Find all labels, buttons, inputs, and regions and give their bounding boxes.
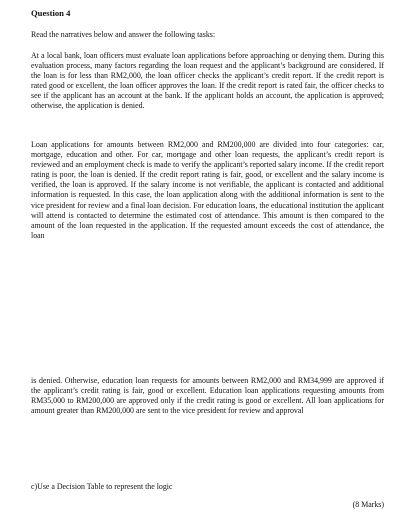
marks-label: (8 Marks) — [352, 500, 384, 509]
question-instructions: Read the narratives below and answer the following tasks: — [31, 30, 216, 39]
question-heading: Question 4 — [31, 8, 71, 18]
narrative-paragraph-2: Loan applications for amounts between RM2,000 and RM200,000 are divided into four categories: car, mortgage, education and other. For car, mortgage and other loan requests, the applicant’s credit report is reviewed and an employment check is made to verify the applicant’s reported salary income. If the credit report rating is poor, the loan is denied. If the credit report rating is fair, good, or excellent and the salary income is verified, the loan is approved. If the salary income is not verifiable, the applicant is contacted and additional information is requested. In this case, the loan application along with the additional information is sent to the vice president for review and a final loan decision. For education loans, the educational institution the applicant will attend is contacted to determine the estimated cost of attendance. This amount is then compared to the amount of the loan requested in the application. If the requested amount exceeds the cost of attendance, the loan — [31, 140, 384, 240]
task-instruction: c)Use a Decision Table to represent the logic — [31, 482, 173, 491]
narrative-paragraph-3: is denied. Otherwise, education loan requests for amounts between RM2,000 and RM34,999 are approved if the applicant’s credit rating is fair, good or excellent. Education loan applications requesting amounts from RM35,000 to RM200,000 are approved only if the credit rating is good or excellent. All loan applications for amount greater than RM200,000 are sent to the vice president for review and approval — [31, 376, 384, 416]
narrative-paragraph-1: At a local bank, loan officers must evaluate loan applications before approaching or denying them. During this evaluation process, many factors regarding the loan request and the applicant’s background are considered. If the loan is for less than RM2,000, the loan officer checks the applicant’s credit report. If the credit report is rated good or excellent, the loan officer approves the loan. If the credit report is rated fair, the officer checks to see if the applicant has an account at the bank. If the applicant holds an account, the application is approved; otherwise, the application is denied. — [31, 51, 384, 111]
